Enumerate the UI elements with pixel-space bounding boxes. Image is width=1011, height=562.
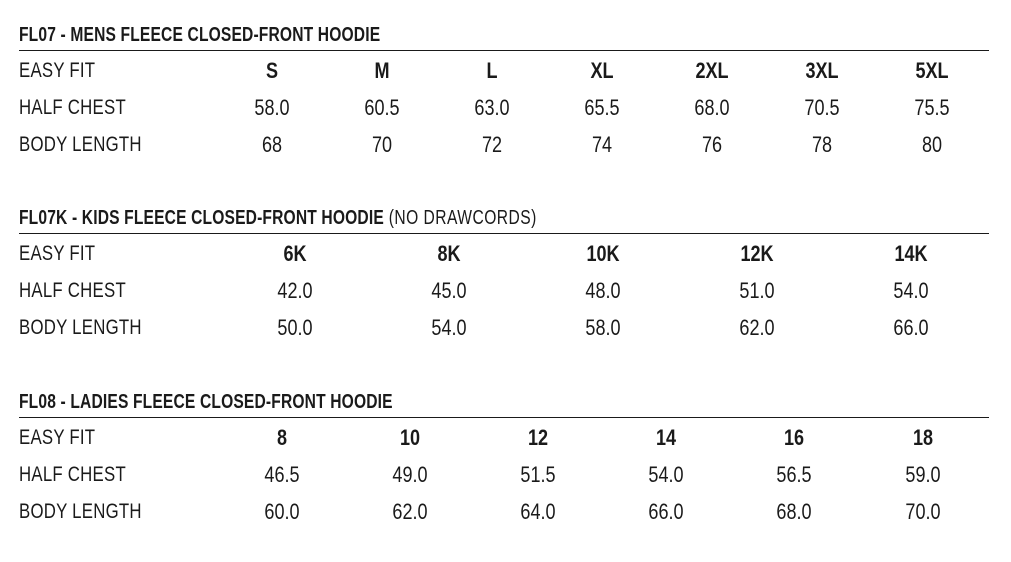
size-cell: M [374, 58, 390, 83]
table-row-half-chest [19, 455, 989, 492]
measurement-cell: 60.5 [364, 95, 400, 120]
table-row-half-chest [19, 88, 989, 125]
row-label: HALF CHEST [19, 96, 126, 119]
table-title-text: FL08 - LADIES FLEECE CLOSED-FRONT HOODIE [19, 391, 393, 413]
size-cell: 10 [399, 425, 421, 450]
measurement-cell: 75.5 [914, 95, 950, 120]
size-cell: 6K [283, 241, 307, 266]
measurement-cell: 56.5 [776, 462, 812, 487]
measurement-cell: 66.0 [648, 499, 684, 524]
measurement-cell: 66.0 [893, 315, 929, 340]
measurement-cell: 54.0 [648, 462, 684, 487]
row-label: EASY FIT [19, 426, 96, 449]
table-row-body-length [19, 492, 989, 529]
measurement-cell: 62.0 [392, 499, 428, 524]
table-title [19, 205, 776, 231]
measurement-cell: 63.0 [474, 95, 510, 120]
measurement-cell: 62.0 [739, 315, 775, 340]
size-cell: 3XL [805, 58, 839, 83]
measurement-cell: 74 [591, 132, 613, 157]
measurement-cell: 60.0 [264, 499, 300, 524]
row-label: HALF CHEST [19, 279, 126, 302]
size-cell: 16 [783, 425, 805, 450]
measurement-cell: 46.5 [264, 462, 300, 487]
measurement-cell: 80 [921, 132, 943, 157]
measurement-cell: 68.0 [694, 95, 730, 120]
measurement-cell: 54.0 [431, 315, 467, 340]
measurement-cell: 58.0 [254, 95, 290, 120]
measurement-cell: 51.0 [739, 278, 775, 303]
size-table-kids [19, 205, 989, 345]
table-row-half-chest [19, 271, 989, 308]
row-label: BODY LENGTH [19, 316, 142, 339]
size-cell: 14 [655, 425, 677, 450]
size-cell: S [265, 58, 279, 83]
measurement-cell: 68.0 [776, 499, 812, 524]
table-row-body-length [19, 308, 989, 345]
measurement-cell: 58.0 [585, 315, 621, 340]
row-label: BODY LENGTH [19, 500, 142, 523]
measurement-cell: 72 [481, 132, 503, 157]
measurement-cell: 50.0 [277, 315, 313, 340]
size-cell: 18 [912, 425, 934, 450]
measurement-cell: 64.0 [520, 499, 556, 524]
size-cell: 8 [276, 425, 288, 450]
measurement-cell: 45.0 [431, 278, 467, 303]
measurement-cell: 54.0 [893, 278, 929, 303]
size-cell: 10K [586, 241, 620, 266]
table-row-easy-fit [19, 418, 989, 455]
measurement-cell: 68 [261, 132, 283, 157]
size-table-ladies [19, 389, 989, 529]
table-title-text: FL07K - KIDS FLEECE CLOSED-FRONT HOODIE [19, 207, 384, 229]
measurement-cell: 65.5 [584, 95, 620, 120]
size-cell: 2XL [695, 58, 729, 83]
size-table-mens [19, 22, 989, 162]
size-cell: 14K [894, 241, 928, 266]
table-title-text: FL07 - MENS FLEECE CLOSED-FRONT HOODIE [19, 24, 381, 46]
row-label: BODY LENGTH [19, 133, 142, 156]
table-row-body-length [19, 125, 989, 162]
measurement-cell: 76 [701, 132, 723, 157]
table-row-easy-fit [19, 51, 989, 88]
measurement-cell: 42.0 [277, 278, 313, 303]
measurement-cell: 49.0 [392, 462, 428, 487]
measurement-cell: 59.0 [905, 462, 941, 487]
measurement-cell: 70.5 [804, 95, 840, 120]
measurement-cell: 78 [811, 132, 833, 157]
table-title [19, 389, 776, 415]
size-cell: 12K [740, 241, 774, 266]
row-label: EASY FIT [19, 242, 96, 265]
measurement-cell: 70 [371, 132, 393, 157]
measurement-cell: 51.5 [520, 462, 556, 487]
table-title-suffix: (NO DRAWCORDS) [383, 207, 537, 229]
table-row-easy-fit [19, 234, 989, 271]
size-cell: XL [590, 58, 614, 83]
row-label: EASY FIT [19, 59, 96, 82]
measurement-cell: 70.0 [905, 499, 941, 524]
size-cell: 12 [527, 425, 549, 450]
size-cell: L [486, 58, 498, 83]
measurement-cell: 48.0 [585, 278, 621, 303]
table-title [19, 22, 776, 48]
size-cell: 8K [437, 241, 461, 266]
row-label: HALF CHEST [19, 463, 126, 486]
size-cell: 5XL [915, 58, 949, 83]
